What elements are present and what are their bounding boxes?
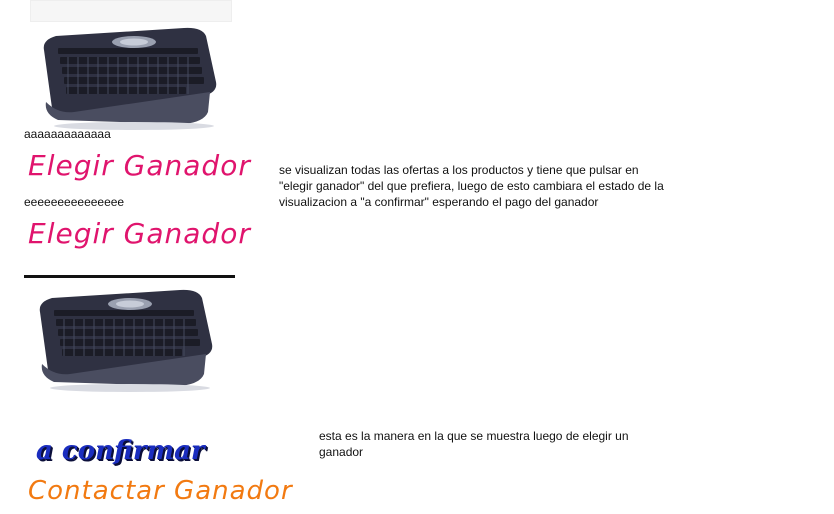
bidder-name-2: eeeeeeeeeeeeeee xyxy=(24,195,125,209)
product-image-keyboard-1 xyxy=(34,22,224,132)
description-step-1: se visualizan todas las ofertas a los productos y tiene que pulsar en "elegir ganador" del que prefiera, luego de esto cambiara el estado de la visualizacion a "a confirmar" esperando el pago del ganador xyxy=(279,163,664,209)
elegir-ganador-button-1[interactable]: Elegir Ganador xyxy=(28,149,251,182)
contactar-ganador-button[interactable]: Contactar Ganador xyxy=(28,476,293,506)
top-image-fragment xyxy=(30,0,232,22)
keyboard-icon xyxy=(34,22,224,132)
product-image-keyboard-2 xyxy=(30,284,220,394)
keyboard-icon xyxy=(30,284,220,394)
bidder-name-1: aaaaaaaaaaaaa xyxy=(24,127,111,141)
elegir-ganador-button-2[interactable]: Elegir Ganador xyxy=(28,217,251,250)
section-divider xyxy=(24,275,235,278)
status-a-confirmar: a confirmar xyxy=(36,436,205,466)
description-step-2: esta es la manera en la que se muestra luego de elegir un ganador xyxy=(319,429,629,459)
